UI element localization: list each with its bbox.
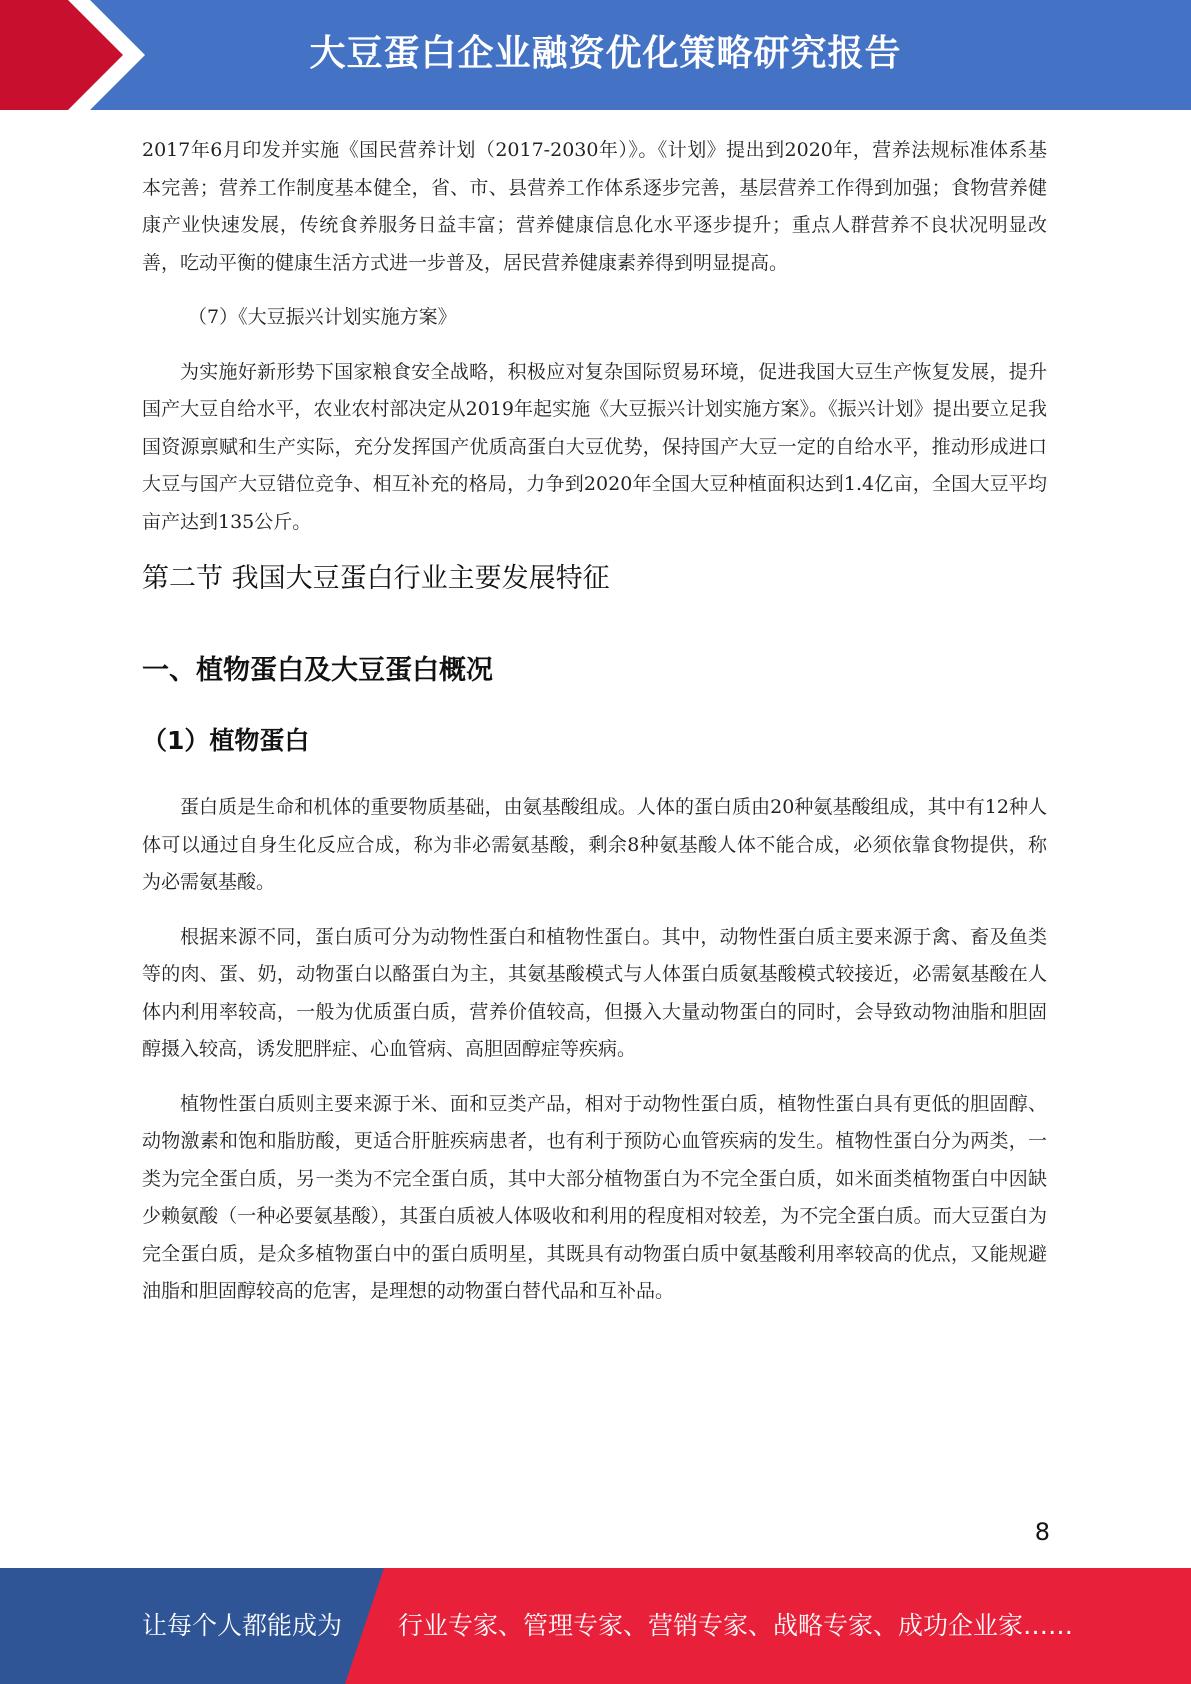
subsubsection-title: （1）植物蛋白	[142, 726, 310, 755]
page-number: 8	[1034, 1518, 1050, 1546]
report-title: 大豆蛋白企业融资优化策略研究报告	[309, 33, 902, 74]
list-item-soybean-plan: （7）《大豆振兴计划实施方案》	[188, 306, 457, 328]
section-title: 第二节 我国大豆蛋白行业主要发展特征	[142, 563, 610, 594]
page-header	[0, 0, 1191, 110]
paragraph-protein-sources: 根据来源不同，蛋白质可分为动物性蛋白和植物性蛋白。其中，动物性蛋白质主要来源于禽、畜及鱼类等的肉、蛋、奶，动物蛋白以酪蛋白为主，其氨基酸模式与人体蛋白质氨基酸模式较接近，必需氨基酸在人体内利用率较高，一般为优质蛋白质，营养价值较高，但摄入大量动物蛋白的同时，会导致动物油脂和胆固醇摄入较高，诱发肥胖症、心血管病、高胆固醇症等疾病。	[142, 925, 1047, 1060]
page-footer	[0, 1568, 1191, 1684]
paragraph-plant-protein: 植物性蛋白质则主要来源于米、面和豆类产品，相对于动物性蛋白质，植物性蛋白具有更低的胆固醇、动物激素和饱和脂肪酸，更适合肝脏疾病患者，也有利于预防心血管疾病的发生。植物性蛋白分为两类，一类为完全蛋白质，另一类为不完全蛋白质，其中大部分植物蛋白为不完全蛋白质，如米面类植物蛋白中因缺少赖氨酸（一种必要氨基酸），其蛋白质被人体吸收和利用的程度相对较差，为不完全蛋白质。而大豆蛋白为完全蛋白质，是众多植物蛋白中的蛋白质明星，其既具有动物蛋白质中氨基酸利用率较高的优点，又能规避油脂和胆固醇较高的危害，是理想的动物蛋白替代品和互补品。	[142, 1092, 1047, 1302]
paragraph-nutrition-plan: 2017年6月印发并实施《国民营养计划（2017-2030年）》。《计划》提出到2020年，营养法规标准体系基本完善；营养工作制度基本健全，省、市、县营养工作体系逐步完善，基层营养工作得到加强；食物营养健康产业快速发展，传统食养服务日益丰富；营养健康信息化水平逐步提升；重点人群营养不良状况明显改善，吃动平衡的健康生活方式进一步普及，居民营养健康素养得到明显提高。	[142, 139, 1047, 274]
document-body	[142, 132, 1047, 1328]
subsection-title: 一、植物蛋白及大豆蛋白概况	[142, 655, 493, 686]
paragraph-protein-basics: 蛋白质是生命和机体的重要物质基础，由氨基酸组成。人体的蛋白质由20种氨基酸组成，其中有12种人体可以通过自身生化反应合成，称为非必需氨基酸，剩余8种氨基酸人体不能合成，必须依靠食物提供，称为必需氨基酸。	[142, 796, 1047, 893]
paragraph-soybean-revitalization: 为实施好新形势下国家粮食安全战略，积极应对复杂国际贸易环境，促进我国大豆生产恢复发展，提升国产大豆自给水平，农业农村部决定从2019年起实施《大豆振兴计划实施方案》。《振兴计划》提出要立足我国资源禀赋和生产实际，充分发挥国产优质高蛋白大豆优势，保持国产大豆一定的自给水平，推动形成进口大豆与国产大豆错位竞争、相互补充的格局，力争到2020年全国大豆种植面积达到1.4亿亩，全国大豆平均亩产达到135公斤。	[142, 360, 1047, 533]
footer-slogan-left: 让每个人都能成为	[142, 1611, 343, 1640]
footer-slogan-right: 行业专家、管理专家、营销专家、战略专家、成功企业家……	[398, 1611, 1074, 1640]
